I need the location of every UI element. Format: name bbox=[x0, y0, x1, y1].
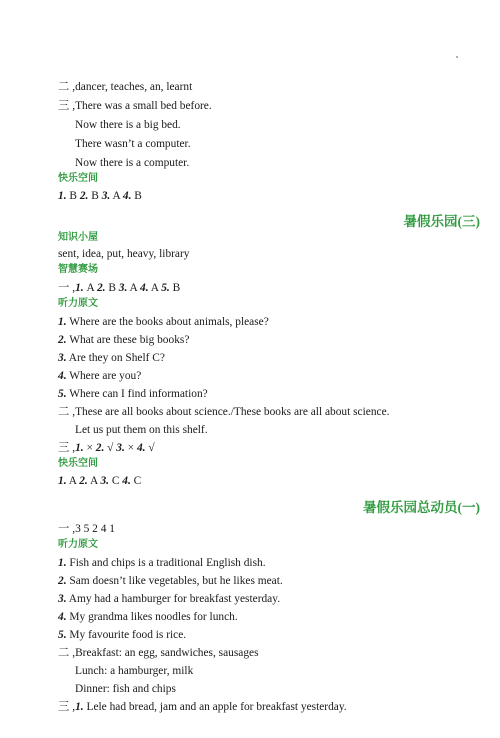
transcript-line: 4. Where are you? bbox=[58, 370, 142, 382]
transcript-line: 1. Fish and chips is a traditional English dish. bbox=[58, 557, 266, 569]
answer-line: 二 ,Breakfast: an egg, sandwiches, sausages bbox=[58, 647, 259, 659]
section-label-kuaile: 快乐空间 bbox=[58, 173, 98, 184]
answer-line: Let us put them on this shelf. bbox=[75, 424, 208, 436]
answer-line: Lunch: a hamburger, milk bbox=[75, 665, 194, 677]
answer-line: Dinner: fish and chips bbox=[75, 683, 176, 695]
transcript-line: 2. Sam doesn’t like vegetables, but he likes meat. bbox=[58, 575, 283, 587]
answer-line: 二 ,These are all books about science./These books are all about science. bbox=[58, 406, 390, 418]
answer-line: 三 ,1. × 2. √ 3. × 4. √ bbox=[58, 442, 155, 454]
transcript-line: 4. My grandma likes noodles for lunch. bbox=[58, 611, 238, 623]
section-heading: 暑假乐园(三) bbox=[403, 214, 480, 229]
transcript-line: 5. Where can I find information? bbox=[58, 388, 208, 400]
section-label-zhishi: 知识小屋 bbox=[58, 232, 98, 243]
transcript-line: 3. Are they on Shelf C? bbox=[58, 352, 165, 364]
answer-line: sent, idea, put, heavy, library bbox=[58, 248, 190, 260]
answer-line: 1. B 2. B 3. A 4. B bbox=[58, 190, 142, 202]
section-label-kuaile: 快乐空间 bbox=[58, 458, 98, 469]
section-label-zhihui: 智慧赛场 bbox=[58, 264, 98, 275]
answer-line: 三 ,There was a small bed before. bbox=[58, 100, 212, 112]
transcript-line: 5. My favourite food is rice. bbox=[58, 629, 187, 641]
answer-line: 二 ,dancer, teaches, an, learnt bbox=[58, 81, 193, 93]
answer-line: 一 ,3 5 2 4 1 bbox=[58, 523, 115, 535]
answer-line: 三 ,1. Lele had bread, jam and an apple for breakfast yesterday. bbox=[58, 701, 347, 713]
section-label-tingli: 听力原文 bbox=[58, 539, 98, 550]
transcript-line: 2. What are these big books? bbox=[58, 334, 190, 346]
answer-line: There wasn’t a computer. bbox=[75, 138, 191, 150]
section-label-tingli: 听力原文 bbox=[58, 298, 98, 309]
scan-speck bbox=[456, 56, 458, 58]
answer-line: Now there is a computer. bbox=[75, 157, 190, 169]
transcript-line: 3. Amy had a hamburger for breakfast yesterday. bbox=[58, 593, 281, 605]
transcript-line: 1. Where are the books about animals, please? bbox=[58, 316, 269, 328]
answer-line: Now there is a big bed. bbox=[75, 119, 181, 131]
section-heading: 暑假乐园总动员(一) bbox=[363, 500, 480, 515]
answer-line: 一 ,1. A 2. B 3. A 4. A 5. B bbox=[58, 282, 181, 294]
answer-line: 1. A 2. A 3. C 4. C bbox=[58, 475, 142, 487]
